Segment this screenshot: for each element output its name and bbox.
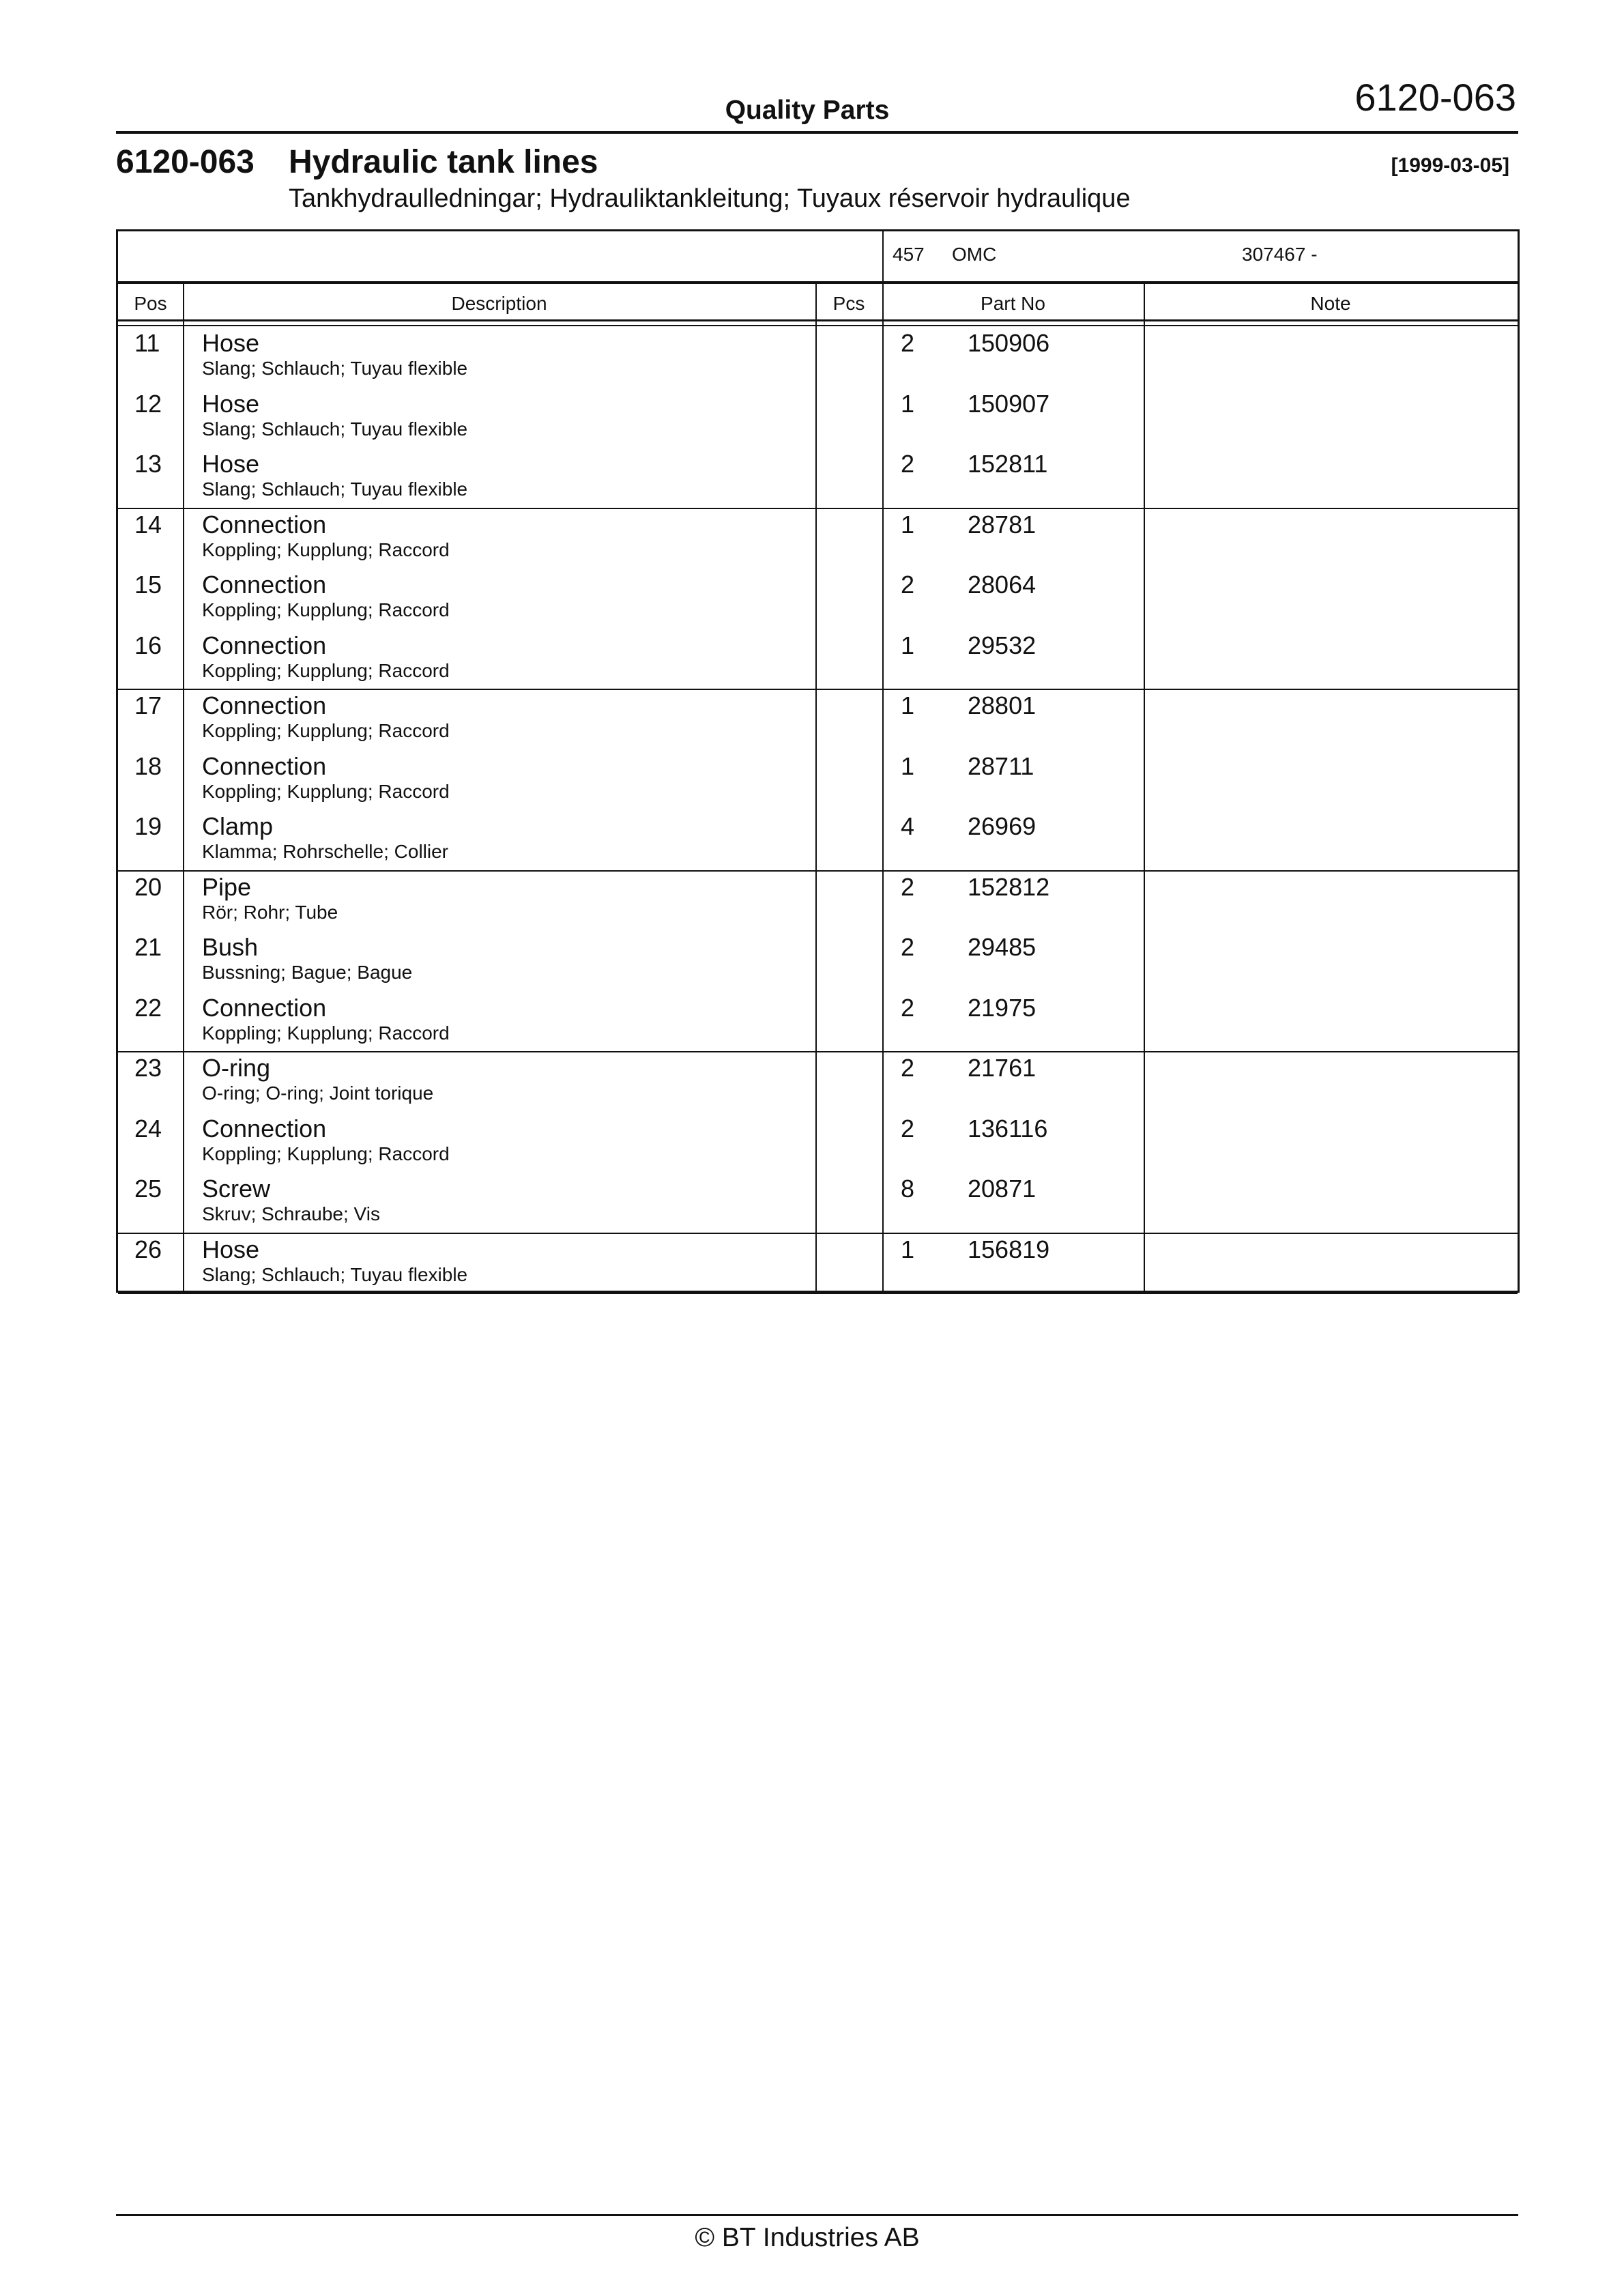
row-description: Pipe — [202, 872, 252, 901]
row-part-no: 156819 — [968, 1235, 1050, 1263]
table-row — [118, 508, 1518, 569]
section-title: Hydraulic tank lines — [289, 144, 598, 180]
row-part-no: 29485 — [968, 933, 1036, 961]
col-header-pos: Pos — [134, 293, 167, 314]
row-description: Hose — [202, 1235, 260, 1263]
row-pcs: 1 — [901, 751, 915, 780]
serial-range: 307467 - — [1242, 244, 1318, 265]
row-part-no: 21761 — [968, 1054, 1036, 1082]
row-pos: 18 — [134, 751, 162, 780]
divider — [118, 281, 1518, 284]
row-pcs: 1 — [901, 631, 915, 659]
row-description-translations: Koppling; Kupplung; Raccord — [202, 1143, 450, 1164]
table-row — [118, 870, 1518, 931]
row-description: Screw — [202, 1175, 271, 1203]
col-header-note: Note — [1310, 293, 1351, 314]
row-pcs: 2 — [901, 933, 915, 961]
row-description-translations: O-ring; O-ring; Joint torique — [202, 1082, 434, 1104]
row-part-no: 29532 — [968, 631, 1036, 659]
row-pos: 13 — [134, 450, 162, 478]
section-subtitle: Tankhydraulledningar; Hydrauliktankleitung; Tuyaux réservoir hydraulique — [289, 184, 1131, 213]
row-pcs: 1 — [901, 691, 915, 719]
row-description: Hose — [202, 329, 260, 357]
header-title: Quality Parts — [725, 96, 890, 125]
row-pos: 14 — [134, 510, 162, 539]
table-row — [118, 1172, 1518, 1233]
section-code: 6120-063 — [116, 144, 255, 180]
row-part-no: 28711 — [968, 751, 1034, 780]
row-description-translations: Slang; Schlauch; Tuyau flexible — [202, 418, 468, 440]
table-row — [118, 387, 1518, 448]
row-description: Connection — [202, 993, 327, 1022]
row-description: Connection — [202, 751, 327, 780]
row-pcs: 1 — [901, 389, 915, 418]
row-description: Bush — [202, 933, 259, 961]
header-page-code: 6120-063 — [1354, 76, 1516, 119]
table-row — [118, 326, 1518, 387]
row-part-no: 136116 — [968, 1114, 1048, 1143]
row-description-translations: Koppling; Kupplung; Raccord — [202, 1022, 450, 1044]
header-divider — [116, 131, 1518, 134]
row-pos: 11 — [134, 329, 160, 357]
table-row — [118, 991, 1518, 1052]
model-name: OMC — [952, 244, 997, 265]
row-description-translations: Skruv; Schraube; Vis — [202, 1203, 380, 1224]
row-pos: 23 — [134, 1054, 162, 1082]
divider — [118, 319, 1518, 321]
row-pos: 21 — [134, 933, 162, 961]
row-description-translations: Slang; Schlauch; Tuyau flexible — [202, 478, 468, 500]
row-description-translations: Koppling; Kupplung; Raccord — [202, 720, 450, 741]
table-row — [118, 689, 1518, 749]
row-part-no: 150906 — [968, 329, 1050, 357]
row-part-no: 28781 — [968, 510, 1036, 539]
row-description: Connection — [202, 1114, 327, 1143]
table-row — [118, 749, 1518, 810]
row-pos: 22 — [134, 993, 162, 1022]
row-pos: 17 — [134, 691, 162, 719]
row-description: Hose — [202, 450, 260, 478]
row-part-no: 152811 — [968, 450, 1048, 478]
table-row — [118, 447, 1518, 508]
row-group — [118, 870, 1518, 1053]
row-part-no: 21975 — [968, 993, 1036, 1022]
row-pcs: 2 — [901, 1054, 915, 1082]
row-pcs: 2 — [901, 1114, 915, 1143]
row-description: O-ring — [202, 1054, 271, 1082]
row-description-translations: Koppling; Kupplung; Raccord — [202, 780, 450, 802]
col-header-pcs: Pcs — [832, 293, 865, 314]
row-group — [118, 326, 1518, 509]
row-pcs: 2 — [901, 571, 915, 599]
row-pos: 26 — [134, 1235, 162, 1263]
row-pos: 16 — [134, 631, 162, 659]
row-part-no: 20871 — [968, 1175, 1036, 1203]
row-description-translations: Bussning; Bague; Bague — [202, 962, 413, 983]
row-pcs: 2 — [901, 450, 915, 478]
col-header-part-no: Part No — [981, 293, 1045, 314]
row-description-translations: Koppling; Kupplung; Raccord — [202, 539, 450, 560]
table-row — [118, 1233, 1518, 1293]
row-part-no: 26969 — [968, 812, 1036, 840]
row-description: Connection — [202, 691, 327, 719]
row-group — [118, 508, 1518, 691]
row-description: Hose — [202, 389, 260, 418]
row-pos: 12 — [134, 389, 162, 418]
section-date: [1999-03-05] — [1391, 154, 1509, 177]
row-pcs: 1 — [901, 510, 915, 539]
row-part-no: 152812 — [968, 872, 1050, 901]
row-part-no: 150907 — [968, 389, 1050, 418]
row-description: Connection — [202, 571, 327, 599]
row-group — [118, 689, 1518, 872]
table-row — [118, 1051, 1518, 1112]
row-pcs: 2 — [901, 872, 915, 901]
row-pos: 24 — [134, 1114, 162, 1143]
row-description: Clamp — [202, 812, 274, 840]
row-pcs: 2 — [901, 329, 915, 357]
row-pcs: 8 — [901, 1175, 915, 1203]
row-pos: 15 — [134, 571, 162, 599]
footer-divider — [116, 2214, 1518, 2216]
table-row — [118, 629, 1518, 689]
table-row — [118, 930, 1518, 991]
row-description-translations: Koppling; Kupplung; Raccord — [202, 659, 450, 681]
row-description-translations: Koppling; Kupplung; Raccord — [202, 599, 450, 620]
row-group — [118, 1233, 1518, 1295]
row-description-translations: Klamma; Rohrschelle; Collier — [202, 841, 449, 862]
row-part-no: 28801 — [968, 691, 1036, 719]
row-pos: 19 — [134, 812, 162, 840]
row-part-no: 28064 — [968, 571, 1036, 599]
row-pcs: 4 — [901, 812, 915, 840]
row-description: Connection — [202, 631, 327, 659]
row-pos: 20 — [134, 872, 162, 901]
row-pcs: 2 — [901, 993, 915, 1022]
row-description-translations: Slang; Schlauch; Tuyau flexible — [202, 358, 468, 379]
table-row — [118, 568, 1518, 629]
table-row — [118, 809, 1518, 870]
model-number: 457 — [893, 244, 925, 265]
parts-table — [116, 229, 1520, 1293]
col-header-description: Description — [451, 293, 547, 314]
row-group — [118, 1051, 1518, 1234]
row-pos: 25 — [134, 1175, 162, 1203]
row-description-translations: Slang; Schlauch; Tuyau flexible — [202, 1263, 468, 1285]
table-row — [118, 1112, 1518, 1173]
footer-copyright: © BT Industries AB — [695, 2223, 920, 2252]
row-description-translations: Rör; Rohr; Tube — [202, 901, 338, 923]
row-description: Connection — [202, 510, 327, 539]
row-pcs: 1 — [901, 1235, 915, 1263]
